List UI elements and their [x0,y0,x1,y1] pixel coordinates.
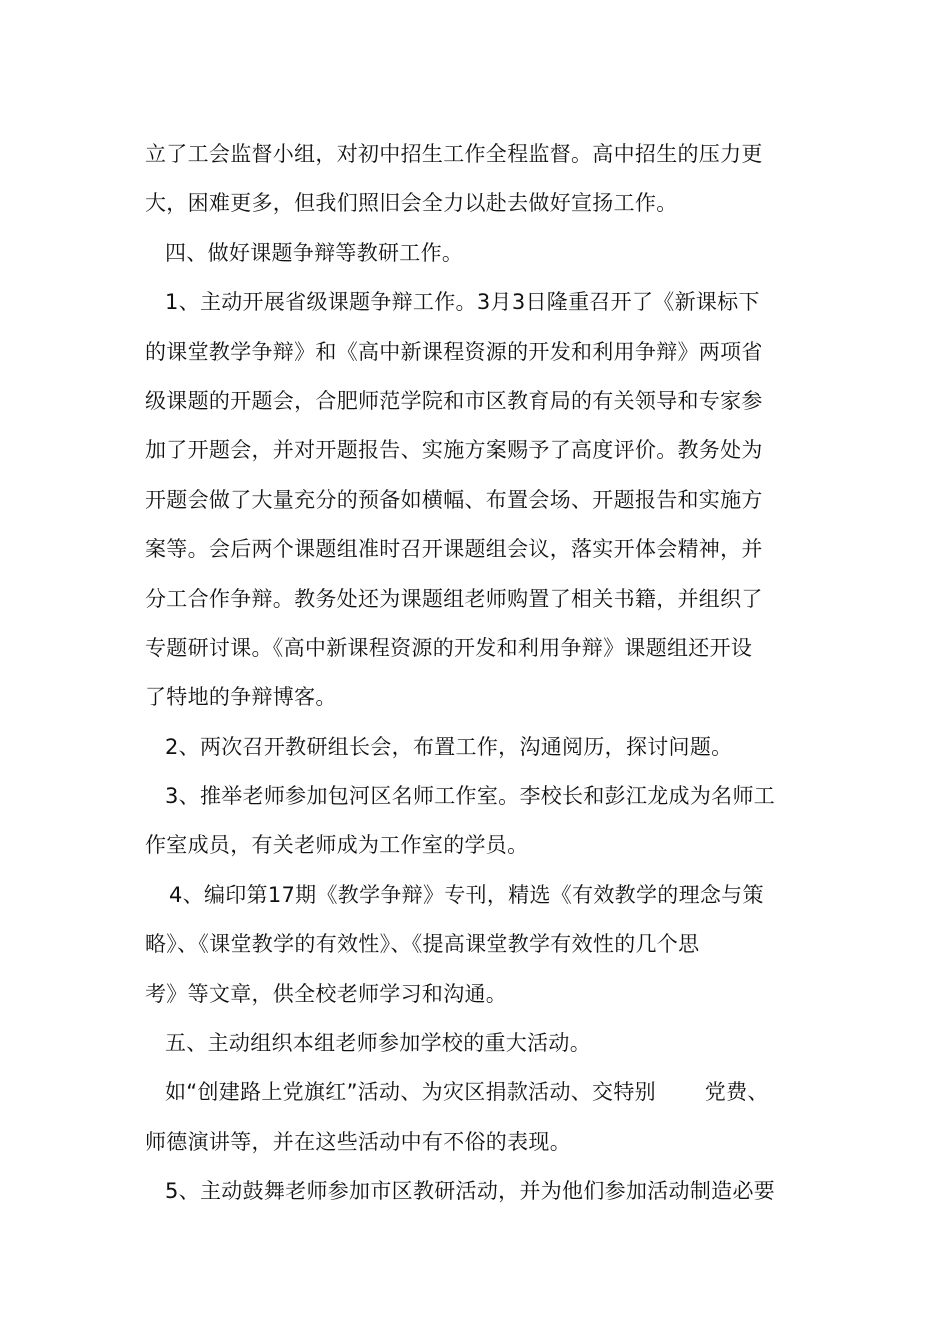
text-line: 3、推举老师参加包河区名师工作室。李校长和彭江龙成为名师工 [165,784,776,809]
text-line: 作室成员，有关老师成为工作室的学员。 [145,833,529,858]
section-heading: 四、做好课题争辩等教研工作。 [165,240,464,265]
text-line: 专题研讨课。《高中新课程资源的开发和利用争辩》课题组还开设 [145,635,753,660]
text-line: 了特地的争辩博客。 [145,685,337,710]
text-line: 1、主动开展省级课题争辩工作。3月3日隆重召开了《新课标下 [165,290,760,315]
text-line: 立了工会监督小组，对初中招生工作全程监督。高中招生的压力更 [145,142,763,166]
text-line: 分工合作争辩。教务处还为课题组老师购置了相关书籍，并组织了 [145,586,763,611]
document-body [145,130,815,1217]
text-line: 的课堂教学争辩》和《高中新课程资源的开发和利用争辩》两项省 [145,339,763,364]
text-line: 考》等文章，供全校老师学习和沟通。 [145,981,508,1006]
text-line: 4、编印第17期《教学争辩》专刊，精选《有效教学的理念与策 [169,882,764,907]
text-line: 师德演讲等，并在这些活动中有不俗的表现。 [145,1129,571,1154]
text-line: 开题会做了大量充分的预备如横幅、布置会场、开题报告和实施方 [145,487,763,512]
text-line: 如“创建路上党旗红”活动、为灾区捐款活动、交特别 党费、 [165,1080,769,1105]
section-heading: 五、主动组织本组老师参加学校的重大活动。 [165,1031,591,1056]
text-line: 案等。会后两个课题组准时召开课题组会议，落实开体会精神，并 [145,537,763,562]
text-line: 2、两次召开教研组长会，布置工作，沟通阅历，探讨问题。 [165,734,733,759]
text-line: 5、主动鼓舞老师参加市区教研活动，并为他们参加活动制造必要 [165,1179,776,1204]
text-line: 大，困难更多，但我们照旧会全力以赴去做好宣扬工作。 [145,191,678,216]
text-line: 略》、《课堂教学的有效性》、《提高课堂教学有效性的几个思 [145,932,700,957]
text-line: 级课题的开题会，合肥师范学院和市区教育局的有关领导和专家参 [145,388,763,413]
text-line: 加了开题会，并对开题报告、实施方案赐予了高度评价。教务处为 [145,438,763,463]
